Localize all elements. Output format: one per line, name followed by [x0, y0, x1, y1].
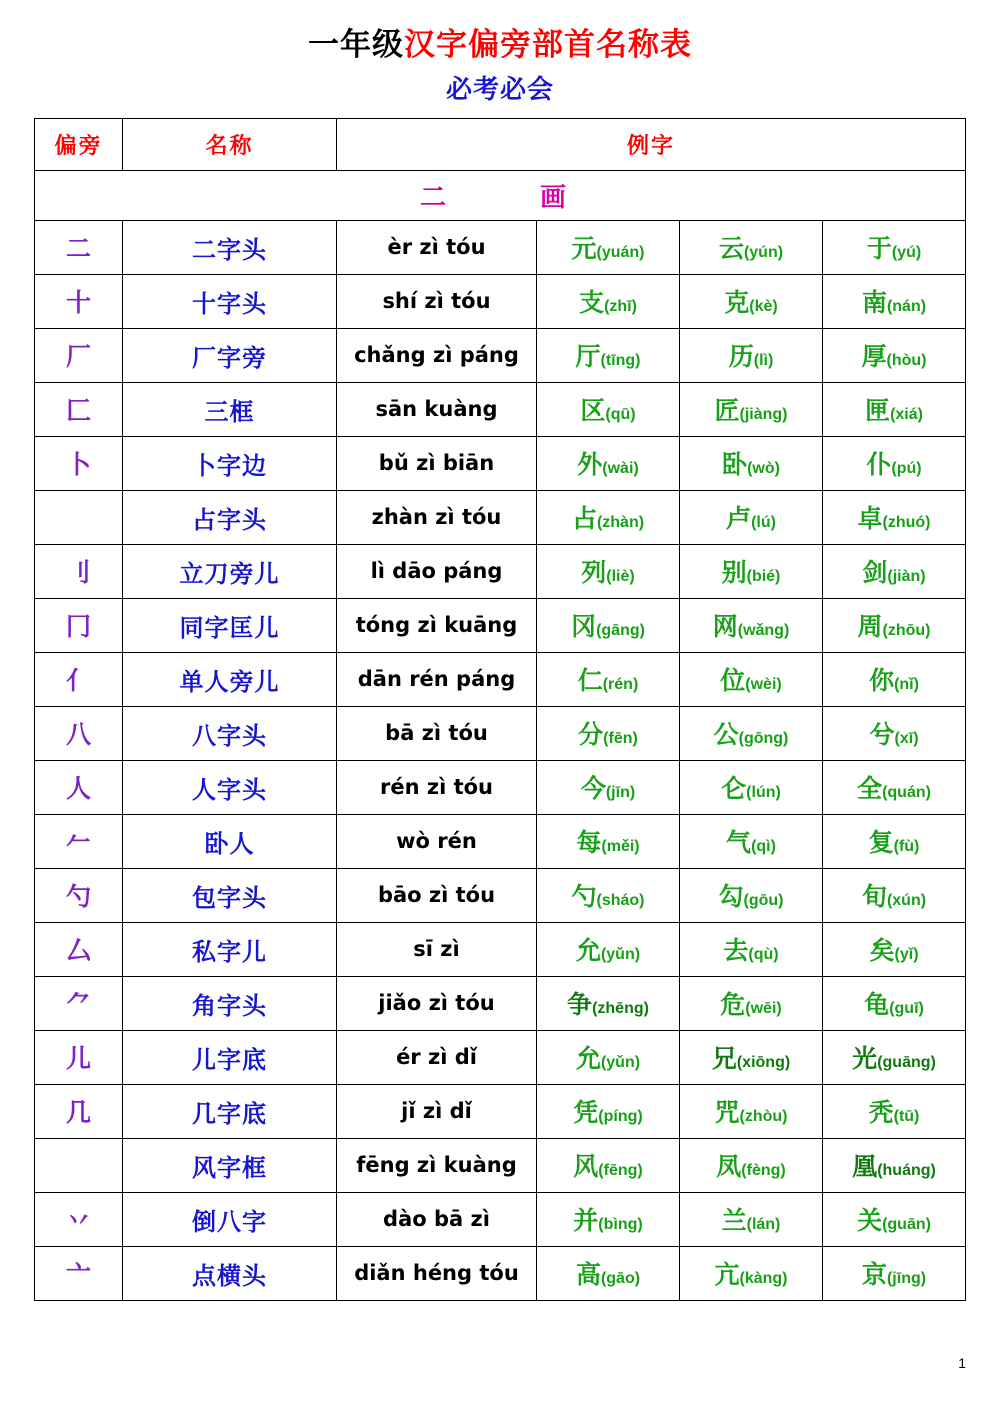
example-pinyin: (gāng) [596, 622, 645, 640]
example-character: 分 [578, 721, 604, 750]
example-pinyin: (xī) [894, 730, 919, 748]
radical-name-cell: 风字框 [123, 1138, 337, 1192]
example-cell [823, 976, 966, 1030]
page-title-grade: 一年级 [308, 27, 404, 62]
example-cell [823, 1084, 966, 1138]
radical-name-cell: 二字头 [123, 220, 337, 274]
example-character: 勺 [571, 883, 597, 912]
example-character: 网 [712, 613, 738, 642]
radical-name-cell: 卜字边 [123, 436, 337, 490]
example-character: 匠 [714, 397, 740, 426]
example-character: 云 [718, 235, 744, 264]
example-character: 仑 [721, 775, 747, 804]
radical-name-cell: 八字头 [123, 706, 337, 760]
radical-name-cell: 单人旁儿 [123, 652, 337, 706]
example-pinyin: (měi) [601, 838, 640, 856]
table-row [35, 436, 966, 490]
radical-pinyin-cell: jiǎo zì tóu [337, 976, 537, 1030]
example-cell [823, 382, 966, 436]
table-row [35, 1246, 966, 1300]
column-header-radical: 偏旁 [35, 118, 123, 170]
example-pinyin: (zhuó) [882, 514, 931, 532]
example-cell [680, 976, 823, 1030]
example-cell [537, 814, 680, 868]
example-character: 仁 [577, 667, 603, 696]
example-character: 每 [576, 829, 602, 858]
radical-pinyin-cell: dào bā zì [337, 1192, 537, 1246]
radical-cell: 亻 [35, 652, 123, 706]
example-pinyin: (pú) [891, 460, 922, 478]
example-pinyin: (jiàn) [887, 568, 926, 586]
table-row [35, 760, 966, 814]
section-label: 二 画 [35, 170, 966, 220]
example-pinyin: (wēi) [745, 1000, 782, 1018]
example-pinyin: (yún) [743, 244, 784, 262]
radical-cell: 匚 [35, 382, 123, 436]
example-pinyin: (gōu) [743, 892, 784, 910]
example-character: 南 [861, 289, 887, 318]
table-row [35, 1138, 966, 1192]
table-row [35, 1192, 966, 1246]
radical-cell: 厶 [35, 922, 123, 976]
radical-cell: 八 [35, 706, 123, 760]
example-character: 卓 [857, 505, 883, 534]
table-row [35, 220, 966, 274]
example-character: 全 [857, 775, 883, 804]
example-cell [680, 1030, 823, 1084]
example-cell [823, 760, 966, 814]
example-pinyin: (zhī) [604, 298, 637, 316]
radical-cell [35, 490, 123, 544]
example-cell [537, 328, 680, 382]
radical-cell: 厂 [35, 328, 123, 382]
example-cell [537, 382, 680, 436]
example-pinyin: (zhòu) [739, 1108, 788, 1126]
example-character: 你 [869, 667, 895, 696]
example-pinyin: (zhōu) [882, 622, 931, 640]
example-character: 兮 [869, 721, 895, 750]
example-pinyin: (jīn) [605, 784, 636, 802]
radical-cell: ⺈ [35, 976, 123, 1030]
example-pinyin: (lán) [746, 1216, 781, 1234]
example-character: 风 [573, 1153, 599, 1182]
example-pinyin: (lú) [751, 514, 776, 532]
radical-name-cell: 十字头 [123, 274, 337, 328]
table-row [35, 598, 966, 652]
example-pinyin: (sháo) [596, 892, 645, 910]
radical-pinyin-cell: wò rén [337, 814, 537, 868]
radical-cell: 儿 [35, 1030, 123, 1084]
example-pinyin: (yǔn) [600, 946, 641, 964]
example-cell [680, 1138, 823, 1192]
example-character: 列 [581, 559, 607, 588]
example-cell [823, 1030, 966, 1084]
example-pinyin: (wò) [747, 460, 780, 478]
radical-pinyin-cell: bā zì tóu [337, 706, 537, 760]
radical-name-cell: 倒八字 [123, 1192, 337, 1246]
radical-pinyin-cell: diǎn héng tóu [337, 1246, 537, 1300]
example-cell [537, 760, 680, 814]
radical-pinyin-cell: chǎng zì páng [337, 328, 537, 382]
example-cell [680, 436, 823, 490]
radical-pinyin-cell: dān rén páng [337, 652, 537, 706]
example-character: 今 [580, 775, 606, 804]
example-cell [537, 868, 680, 922]
example-cell [823, 814, 966, 868]
radical-name-cell: 点横头 [123, 1246, 337, 1300]
example-pinyin: (bìng) [598, 1216, 643, 1234]
example-cell [680, 706, 823, 760]
example-pinyin: (gāo) [600, 1270, 641, 1288]
example-pinyin: (bié) [746, 568, 781, 586]
radical-name-cell: 包字头 [123, 868, 337, 922]
column-header-name: 名称 [123, 118, 337, 170]
example-cell [680, 1084, 823, 1138]
radical-pinyin-cell: sān kuàng [337, 382, 537, 436]
radical-pinyin-cell: èr zì tóu [337, 220, 537, 274]
radical-name-cell: 儿字底 [123, 1030, 337, 1084]
radical-name-cell: 私字儿 [123, 922, 337, 976]
example-character: 于 [866, 235, 892, 264]
page-number: 1 [958, 1355, 966, 1371]
example-cell [823, 652, 966, 706]
radical-pinyin-cell: sī zì [337, 922, 537, 976]
table-row [35, 490, 966, 544]
example-pinyin: (lì) [753, 352, 774, 370]
example-cell [823, 274, 966, 328]
example-character: 复 [868, 829, 894, 858]
radical-cell: 十 [35, 274, 123, 328]
example-character: 区 [580, 397, 606, 426]
example-pinyin: (qū) [605, 406, 636, 424]
example-pinyin: (hòu) [886, 352, 927, 370]
example-cell [823, 598, 966, 652]
table-row [35, 274, 966, 328]
example-character: 卧 [722, 451, 748, 480]
example-pinyin: (xún) [886, 892, 927, 910]
example-cell [537, 436, 680, 490]
example-character: 支 [579, 289, 605, 318]
example-character: 剑 [862, 559, 888, 588]
example-cell [680, 652, 823, 706]
example-pinyin: (jiàng) [739, 406, 788, 424]
radical-pinyin-cell: fēng zì kuàng [337, 1138, 537, 1192]
radical-cell: 几 [35, 1084, 123, 1138]
example-character: 兄 [711, 1045, 737, 1074]
example-cell [537, 490, 680, 544]
example-cell [537, 1246, 680, 1300]
example-cell [823, 1138, 966, 1192]
column-header-examples: 例字 [337, 118, 966, 170]
example-pinyin: (yú) [891, 244, 922, 262]
example-pinyin: (xiōng) [736, 1054, 791, 1072]
example-pinyin: (tū) [893, 1108, 920, 1126]
example-character: 旬 [861, 883, 887, 912]
example-pinyin: (yuán) [596, 244, 645, 262]
example-cell [680, 760, 823, 814]
example-cell [680, 382, 823, 436]
example-cell [537, 652, 680, 706]
radicals-table [34, 118, 966, 1301]
example-cell [680, 544, 823, 598]
example-pinyin: (zhēng) [592, 1000, 649, 1018]
example-character: 克 [724, 289, 750, 318]
example-cell [823, 1192, 966, 1246]
radical-cell: 卜 [35, 436, 123, 490]
example-cell [537, 976, 680, 1030]
example-character: 高 [575, 1261, 601, 1290]
example-cell [537, 598, 680, 652]
example-pinyin: (nǐ) [894, 676, 919, 694]
radical-pinyin-cell: shí zì tóu [337, 274, 537, 328]
radical-cell: 𠂉 [35, 814, 123, 868]
example-cell [537, 1084, 680, 1138]
example-character: 占 [571, 505, 597, 534]
example-cell [823, 868, 966, 922]
example-character: 别 [721, 559, 747, 588]
example-character: 厚 [861, 343, 887, 372]
radical-name-cell: 卧人 [123, 814, 337, 868]
example-cell [823, 1246, 966, 1300]
example-character: 气 [726, 829, 752, 858]
radical-cell: 丷 [35, 1192, 123, 1246]
table-row [35, 652, 966, 706]
radical-name-cell: 厂字旁 [123, 328, 337, 382]
example-pinyin: (fèng) [741, 1162, 786, 1180]
radical-pinyin-cell: ér zì dǐ [337, 1030, 537, 1084]
example-character: 去 [723, 937, 749, 966]
example-cell [680, 490, 823, 544]
radical-cell: 冂 [35, 598, 123, 652]
example-character: 仆 [866, 451, 892, 480]
radical-pinyin-cell: zhàn zì tóu [337, 490, 537, 544]
table-row [35, 814, 966, 868]
example-character: 秃 [868, 1099, 894, 1128]
example-pinyin: (guān) [882, 1216, 931, 1234]
table-row [35, 1030, 966, 1084]
radical-cell: 亠 [35, 1246, 123, 1300]
example-pinyin: (huáng) [877, 1162, 936, 1180]
example-character: 兰 [721, 1207, 747, 1236]
radical-name-cell: 同字匡儿 [123, 598, 337, 652]
example-cell [680, 814, 823, 868]
example-pinyin: (nán) [886, 298, 927, 316]
example-character: 龟 [864, 991, 890, 1020]
radical-cell [35, 1138, 123, 1192]
example-character: 冈 [571, 613, 597, 642]
radical-cell: 刂 [35, 544, 123, 598]
example-pinyin: (liè) [606, 568, 635, 586]
example-pinyin: (tīng) [600, 352, 641, 370]
example-character: 元 [571, 235, 597, 264]
example-cell [680, 1192, 823, 1246]
example-pinyin: (lún) [746, 784, 781, 802]
example-character: 允 [575, 937, 601, 966]
example-pinyin: (wèi) [745, 676, 782, 694]
example-character: 卢 [726, 505, 752, 534]
example-pinyin: (xiá) [890, 406, 923, 424]
example-pinyin: (qù) [748, 946, 779, 964]
example-cell [537, 1138, 680, 1192]
example-cell [823, 436, 966, 490]
example-pinyin: (fēn) [603, 730, 638, 748]
example-character: 历 [728, 343, 754, 372]
example-pinyin: (jīng) [886, 1270, 927, 1288]
radical-pinyin-cell: bāo zì tóu [337, 868, 537, 922]
example-character: 凰 [852, 1153, 878, 1182]
example-character: 公 [713, 721, 739, 750]
table-row [35, 922, 966, 976]
example-pinyin: (fù) [893, 838, 920, 856]
example-cell [823, 922, 966, 976]
example-pinyin: (wǎng) [737, 622, 790, 640]
example-character: 凤 [716, 1153, 742, 1182]
table-header [35, 118, 966, 170]
example-pinyin: (quán) [882, 784, 931, 802]
example-cell [537, 544, 680, 598]
example-pinyin: (wài) [602, 460, 639, 478]
radical-cell: 人 [35, 760, 123, 814]
radical-name-cell: 占字头 [123, 490, 337, 544]
example-pinyin: (gōng) [738, 730, 789, 748]
example-character: 咒 [714, 1099, 740, 1128]
example-cell [537, 220, 680, 274]
radical-pinyin-cell: bǔ zì biān [337, 436, 537, 490]
radical-pinyin-cell: tóng zì kuāng [337, 598, 537, 652]
radical-cell: 二 [35, 220, 123, 274]
example-cell [680, 598, 823, 652]
example-cell [537, 274, 680, 328]
example-cell [680, 868, 823, 922]
page-title-main: 汉字偏旁部首名称表 [404, 27, 692, 62]
example-pinyin: (yǐ) [894, 946, 919, 964]
example-character: 凭 [573, 1099, 599, 1128]
example-pinyin: (fēng) [598, 1162, 643, 1180]
table-row [35, 976, 966, 1030]
example-cell [680, 328, 823, 382]
example-character: 危 [720, 991, 746, 1020]
radical-name-cell: 三框 [123, 382, 337, 436]
example-character: 位 [720, 667, 746, 696]
example-cell [680, 220, 823, 274]
example-pinyin: (qì) [751, 838, 776, 856]
example-cell [823, 706, 966, 760]
example-character: 允 [575, 1045, 601, 1074]
example-cell [823, 490, 966, 544]
example-cell [537, 1192, 680, 1246]
example-cell [680, 1246, 823, 1300]
table-row [35, 868, 966, 922]
example-pinyin: (píng) [598, 1108, 643, 1126]
example-cell [537, 706, 680, 760]
example-cell [680, 922, 823, 976]
example-pinyin: (zhàn) [596, 514, 645, 532]
example-character: 周 [857, 613, 883, 642]
example-character: 矣 [869, 937, 895, 966]
table-row [35, 328, 966, 382]
example-character: 匣 [865, 397, 891, 426]
example-character: 外 [577, 451, 603, 480]
example-cell [823, 220, 966, 274]
table-row [35, 1084, 966, 1138]
example-cell [823, 544, 966, 598]
example-character: 勾 [718, 883, 744, 912]
page-subtitle: 必考必会 [445, 73, 554, 104]
example-character: 争 [567, 991, 593, 1020]
table-row [35, 706, 966, 760]
example-character: 厅 [575, 343, 601, 372]
table-row [35, 382, 966, 436]
example-pinyin: (kàng) [739, 1270, 788, 1288]
radical-cell: 勺 [35, 868, 123, 922]
section-header-row [35, 170, 966, 220]
radical-pinyin-cell: lì dāo páng [337, 544, 537, 598]
table-body [35, 170, 966, 1300]
example-pinyin: (kè) [749, 298, 778, 316]
example-cell [680, 274, 823, 328]
example-cell [823, 328, 966, 382]
radical-name-cell: 人字头 [123, 760, 337, 814]
table-row [35, 544, 966, 598]
example-character: 关 [857, 1207, 883, 1236]
example-character: 京 [861, 1261, 887, 1290]
radical-name-cell: 立刀旁儿 [123, 544, 337, 598]
example-character: 亢 [714, 1261, 740, 1290]
radical-name-cell: 几字底 [123, 1084, 337, 1138]
example-pinyin: (guī) [889, 1000, 924, 1018]
radical-pinyin-cell: rén zì tóu [337, 760, 537, 814]
example-character: 光 [852, 1045, 878, 1074]
radical-pinyin-cell: jǐ zì dǐ [337, 1084, 537, 1138]
page-title [34, 26, 966, 65]
example-cell [537, 1030, 680, 1084]
example-character: 并 [573, 1207, 599, 1236]
radical-name-cell: 角字头 [123, 976, 337, 1030]
example-pinyin: (rén) [602, 676, 639, 694]
example-cell [537, 922, 680, 976]
example-pinyin: (yǔn) [600, 1054, 641, 1072]
example-pinyin: (guāng) [877, 1054, 936, 1072]
